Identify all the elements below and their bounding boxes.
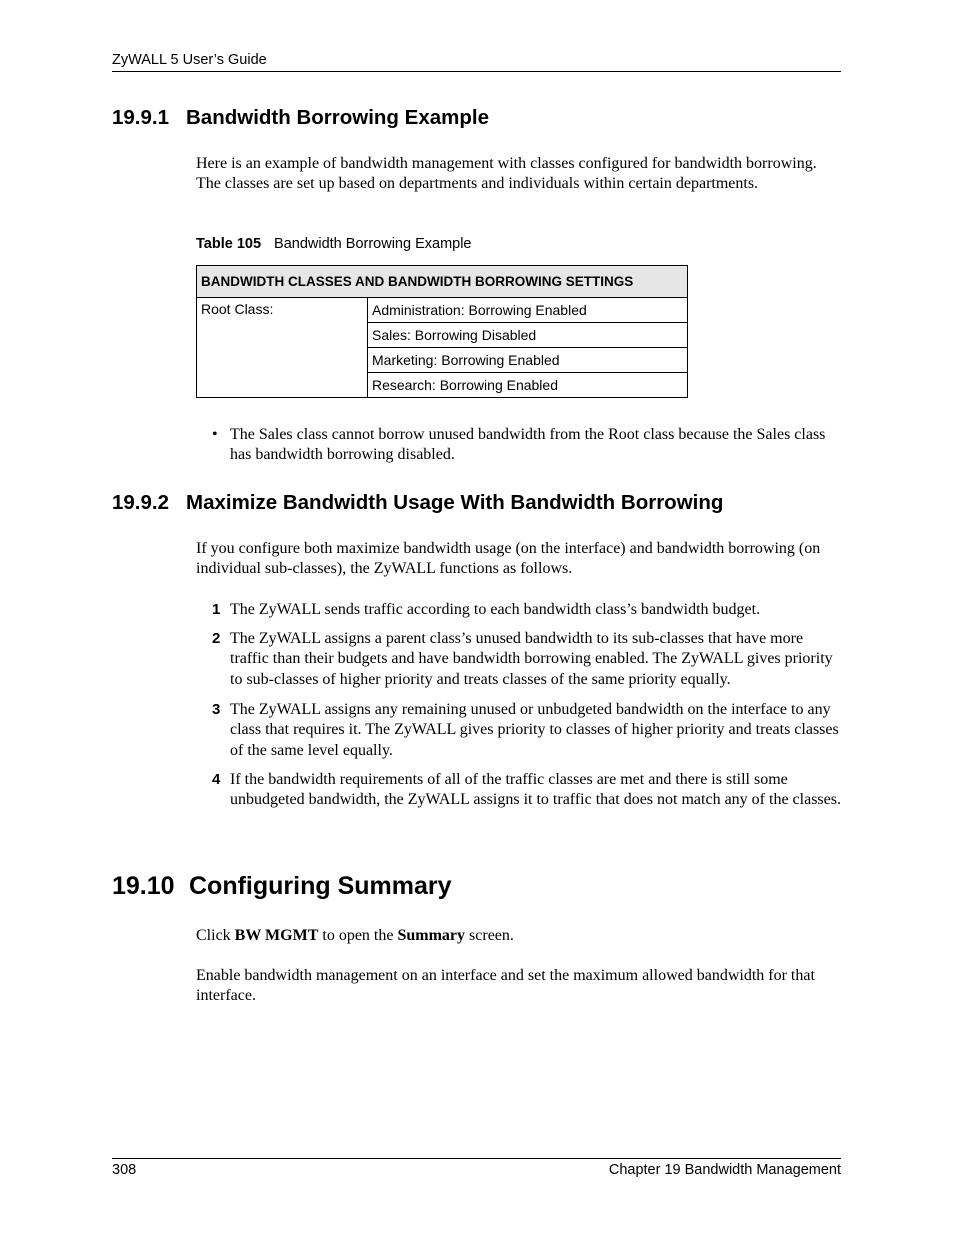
footer-rule [112, 1158, 841, 1159]
step-number: 4 [212, 771, 221, 788]
table-caption [196, 236, 472, 252]
section-heading-19-9-1 [112, 106, 489, 130]
section-heading-19-10 [112, 872, 452, 901]
step-number: 3 [212, 701, 221, 718]
maximize-intro-paragraph: If you configure both maximize bandwidth usage (on the interface) and bandwidth borrowing (on individual sub-classes), the ZyWALL functions as follows. [196, 540, 821, 578]
table-row [197, 298, 688, 323]
click-prefix: Click [196, 927, 231, 944]
section-number: 19.10 [112, 872, 175, 900]
chapter-title: Chapter 19 Bandwidth Management [608, 1162, 841, 1178]
click-suffix: screen. [469, 927, 514, 944]
header-rule [112, 71, 841, 72]
section-title: Maximize Bandwidth Usage With Bandwidth Borrowing [186, 491, 724, 514]
table-header: BANDWIDTH CLASSES AND BANDWIDTH BORROWING SETTINGS [197, 266, 688, 298]
summary-paragraph: Enable bandwidth management on an interface and set the maximum allowed bandwidth for that interface. [196, 967, 815, 1005]
page-number: 308 [112, 1162, 137, 1178]
section-title: Configuring Summary [189, 872, 452, 900]
section-title: Bandwidth Borrowing Example [186, 106, 489, 129]
step-number: 1 [212, 601, 221, 618]
intro-paragraph: Here is an example of bandwidth management with classes configured for bandwidth borrowing. The classes are set up based on departments and individuals within certain departments. [196, 155, 817, 193]
step-text: The ZyWALL assigns any remaining unused or unbudgeted bandwidth on the interface to any class that requires it. The ZyWALL gives priority to classes of higher priority and treats classes of the same level equally. [230, 701, 839, 759]
table-cell: Administration: Borrowing Enabled [368, 298, 688, 323]
click-middle: to open the [322, 927, 394, 944]
root-class-cell: Root Class: [197, 298, 368, 398]
click-instruction [196, 926, 842, 946]
section-number: 19.9.2 [112, 491, 169, 514]
bullet-symbol: • [212, 426, 218, 443]
step-text: The ZyWALL sends traffic according to each bandwidth class’s bandwidth budget. [230, 601, 761, 618]
bullet-text: The Sales class cannot borrow unused bandwidth from the Root class because the Sales class has bandwidth borrowing disabled. [230, 426, 826, 464]
section-heading-19-9-2 [112, 491, 723, 515]
running-header: ZyWALL 5 User’s Guide [112, 52, 267, 68]
table-cell: Marketing: Borrowing Enabled [368, 348, 688, 373]
table-caption-label: Table 105 [196, 236, 262, 252]
step-text: If the bandwidth requirements of all of the traffic classes are met and there is still some unbudgeted bandwidth, the ZyWALL assigns it to traffic that does not match any of the classes. [230, 771, 841, 809]
table-cell: Research: Borrowing Enabled [368, 373, 688, 398]
step-text: The ZyWALL assigns a parent class’s unused bandwidth to its sub-classes that have more traffic than their budgets and have bandwidth borrowing enabled. The ZyWALL gives priority to sub-classes of higher priority and treats classes of the same priority equally. [230, 630, 833, 688]
menu-name-bw-mgmt: BW MGMT [234, 927, 319, 944]
table-caption-title: Bandwidth Borrowing Example [274, 236, 472, 252]
screen-name-summary: Summary [397, 927, 466, 944]
table-cell: Sales: Borrowing Disabled [368, 323, 688, 348]
step-number: 2 [212, 630, 221, 647]
bandwidth-borrowing-table [196, 265, 688, 398]
section-number: 19.9.1 [112, 106, 169, 129]
